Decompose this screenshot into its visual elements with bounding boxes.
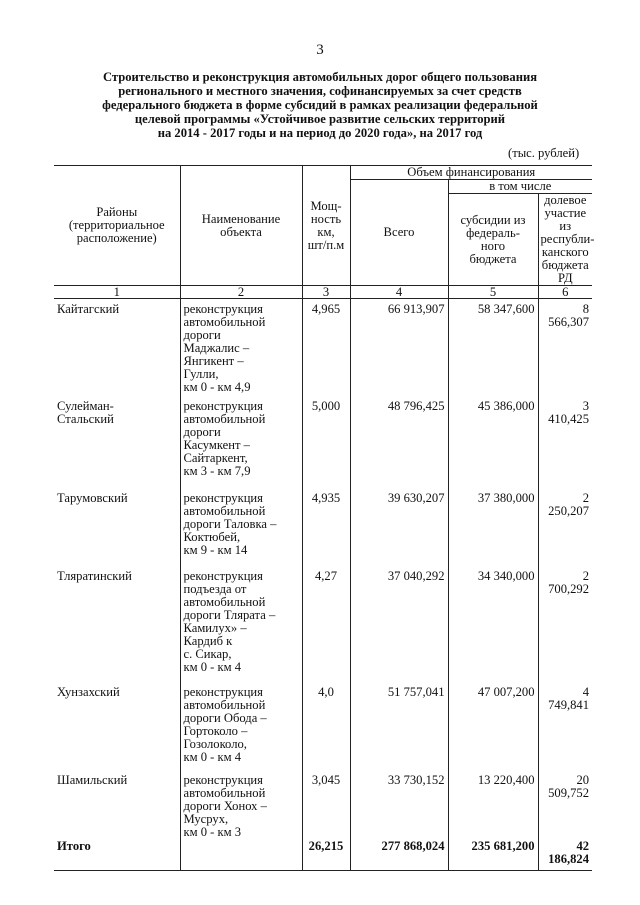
capacity-cell: 4,965	[302, 299, 350, 396]
object-cell-line: дороги Тлярата –	[183, 607, 276, 622]
table-row	[54, 566, 592, 682]
object-cell-line: Кардиб к	[183, 633, 233, 648]
federal-cell: 47 007,200	[448, 682, 538, 770]
republic-cell: 4 749,841	[538, 682, 592, 770]
object-cell-line: реконструкция	[183, 398, 263, 413]
object-cell-line: дороги	[183, 328, 221, 342]
title-line: регионального и местного значения, софинансируемых за счет средств	[118, 84, 522, 98]
district-cell-line: Шамильский	[57, 772, 128, 787]
title-line: целевой программы «Устойчивое развитие сельских территорий	[134, 112, 506, 126]
object-cell-line: автомобильной	[183, 785, 266, 800]
object-cell-line: км 0 - км 4,9	[183, 380, 251, 394]
district-cell-line: Тляратинский	[57, 568, 132, 583]
header-including: в том числе	[448, 180, 592, 194]
object-cell-line: Гозолоколо,	[183, 736, 247, 751]
object-cell-line: реконструкция	[183, 568, 263, 583]
table-row	[54, 770, 592, 840]
object-cell-line: км 0 - км 3	[183, 824, 242, 839]
totals-object	[180, 840, 302, 871]
header-capacity-line: км,	[317, 224, 335, 239]
object-cell-line: реконструкция	[183, 772, 263, 787]
object-cell-line: реконструкция	[183, 684, 263, 699]
header-republic-line: РД	[557, 271, 573, 285]
object-cell	[180, 396, 302, 488]
totals-capacity: 26,215	[302, 840, 350, 871]
header-republic-line: республи-	[540, 232, 595, 246]
republic-cell: 20 509,752	[538, 770, 592, 840]
header-federal-line: бюджета	[469, 251, 517, 266]
object-cell	[180, 682, 302, 770]
object-cell-line: Сайтаркент,	[183, 450, 248, 465]
total-cell: 33 730,152	[350, 770, 448, 840]
title-line: на 2014 - 2017 годы и на период до 2020 года», на 2017 год	[157, 126, 483, 140]
object-cell-line: автомобильной	[183, 315, 266, 329]
republic-cell: 2 700,292	[538, 566, 592, 682]
table-row	[54, 396, 592, 488]
district-cell	[54, 396, 180, 488]
republic-cell: 2 250,207	[538, 488, 592, 566]
title-line: федерального бюджета в форме субсидий в рамках реализации федеральной	[102, 98, 538, 112]
object-cell-line: Камилух» –	[183, 620, 247, 635]
table-row	[54, 488, 592, 566]
federal-cell: 45 386,000	[448, 396, 538, 488]
object-cell-line: Коктюбей,	[183, 529, 241, 544]
totals-row	[54, 840, 592, 871]
district-cell-line: Кайтагский	[57, 302, 120, 316]
object-cell-line: подъезда от	[183, 581, 247, 596]
object-cell	[180, 566, 302, 682]
units-label: (тыс. рублей)	[508, 146, 580, 160]
object-cell-line: дороги Хонох –	[183, 798, 267, 813]
federal-cell: 13 220,400	[448, 770, 538, 840]
header-republic-line: участие	[544, 206, 587, 220]
totals-label: Итого	[54, 840, 180, 871]
total-cell: 48 796,425	[350, 396, 448, 488]
total-cell: 66 913,907	[350, 299, 448, 396]
object-cell-line: реконструкция	[183, 490, 263, 505]
district-cell	[54, 566, 180, 682]
object-cell-line: дороги	[183, 424, 221, 439]
financing-table	[54, 165, 595, 871]
column-number: 3	[302, 286, 350, 299]
header-federal-line: субсидии из	[460, 212, 526, 227]
object-cell-line: автомобильной	[183, 594, 266, 609]
object-cell-line: автомобильной	[183, 503, 266, 518]
header-republic	[538, 193, 595, 286]
object-cell-line: км 9 - км 14	[183, 542, 248, 557]
object-cell-line: Маджалис –	[183, 341, 250, 355]
district-cell-line: Тарумовский	[57, 490, 128, 505]
republic-cell: 8 566,307	[538, 299, 592, 396]
total-cell: 37 040,292	[350, 566, 448, 682]
object-cell-line: км 3 - км 7,9	[183, 463, 251, 478]
object-cell-line: Гулли,	[183, 367, 219, 381]
district-cell	[54, 299, 180, 396]
table-row	[54, 299, 592, 396]
header-total: Всего	[350, 180, 448, 286]
object-cell-line: автомобильной	[183, 697, 266, 712]
header-federal-line: ного	[480, 238, 506, 253]
district-cell-line: Стальский	[57, 411, 114, 426]
object-cell-line: с. Сикар,	[183, 646, 232, 661]
object-cell-line: Касумкент –	[183, 437, 250, 452]
header-republic-line: канского	[541, 245, 589, 259]
header-object	[180, 166, 302, 286]
total-cell: 39 630,207	[350, 488, 448, 566]
total-cell: 51 757,041	[350, 682, 448, 770]
totals-federal: 235 681,200	[448, 840, 538, 871]
object-cell-line: автомобильной	[183, 411, 266, 426]
column-number: 4	[350, 286, 448, 299]
district-cell-line: Хунзахский	[57, 684, 120, 699]
capacity-cell: 4,27	[302, 566, 350, 682]
capacity-cell: 5,000	[302, 396, 350, 488]
district-cell-line: Сулейман-	[57, 398, 114, 413]
page-number: 3	[316, 42, 324, 58]
document-title	[60, 70, 580, 140]
table-body	[54, 299, 592, 840]
column-number: 5	[448, 286, 538, 299]
header-capacity-line: шт/п.м	[307, 237, 345, 252]
object-cell-line: дороги Таловка –	[183, 516, 277, 531]
header-republic-line: долевое	[544, 193, 587, 207]
header-republic-line: бюджета	[541, 258, 589, 272]
object-cell-line: км 0 - км 4	[183, 749, 242, 764]
district-cell	[54, 488, 180, 566]
header-capacity-line: Мощ-	[310, 198, 342, 213]
header-object-line: объекта	[220, 224, 262, 239]
header-district-line: Районы	[96, 205, 138, 219]
header-federal	[448, 194, 538, 286]
object-cell-line: дороги Обода –	[183, 710, 267, 725]
header-capacity	[302, 166, 350, 286]
column-number: 2	[180, 286, 302, 299]
header-federal-line: федераль-	[466, 225, 520, 240]
object-cell-line: реконструкция	[183, 302, 263, 316]
totals-total: 277 868,024	[350, 840, 448, 871]
district-cell	[54, 682, 180, 770]
totals-republic: 42 186,824	[538, 840, 592, 871]
federal-cell: 34 340,000	[448, 566, 538, 682]
federal-cell: 58 347,600	[448, 299, 538, 396]
header-object-line: Наименование	[201, 211, 281, 226]
object-cell-line: Мусрух,	[183, 811, 229, 826]
header-funding: Объем финансирования	[350, 166, 592, 180]
column-number: 1	[54, 286, 180, 299]
federal-cell: 37 380,000	[448, 488, 538, 566]
object-cell-line: Гортоколо –	[183, 723, 248, 738]
header-district	[54, 166, 180, 286]
header-district-line: (территориальное	[68, 218, 165, 232]
capacity-cell: 3,045	[302, 770, 350, 840]
header-district-line: расположение)	[76, 231, 157, 245]
title-line: Строительство и реконструкция автомобильных дорог общего пользования	[102, 70, 538, 84]
header-capacity-line: ность	[310, 211, 342, 226]
district-cell	[54, 770, 180, 840]
capacity-cell: 4,0	[302, 682, 350, 770]
object-cell-line: км 0 - км 4	[183, 659, 242, 674]
object-cell	[180, 488, 302, 566]
capacity-cell: 4,935	[302, 488, 350, 566]
republic-cell: 3 410,425	[538, 396, 592, 488]
object-cell	[180, 299, 302, 396]
column-number: 6	[538, 286, 592, 299]
object-cell	[180, 770, 302, 840]
table-row	[54, 682, 592, 770]
object-cell-line: Янгикент –	[183, 354, 244, 368]
header-republic-line: из	[559, 219, 572, 233]
